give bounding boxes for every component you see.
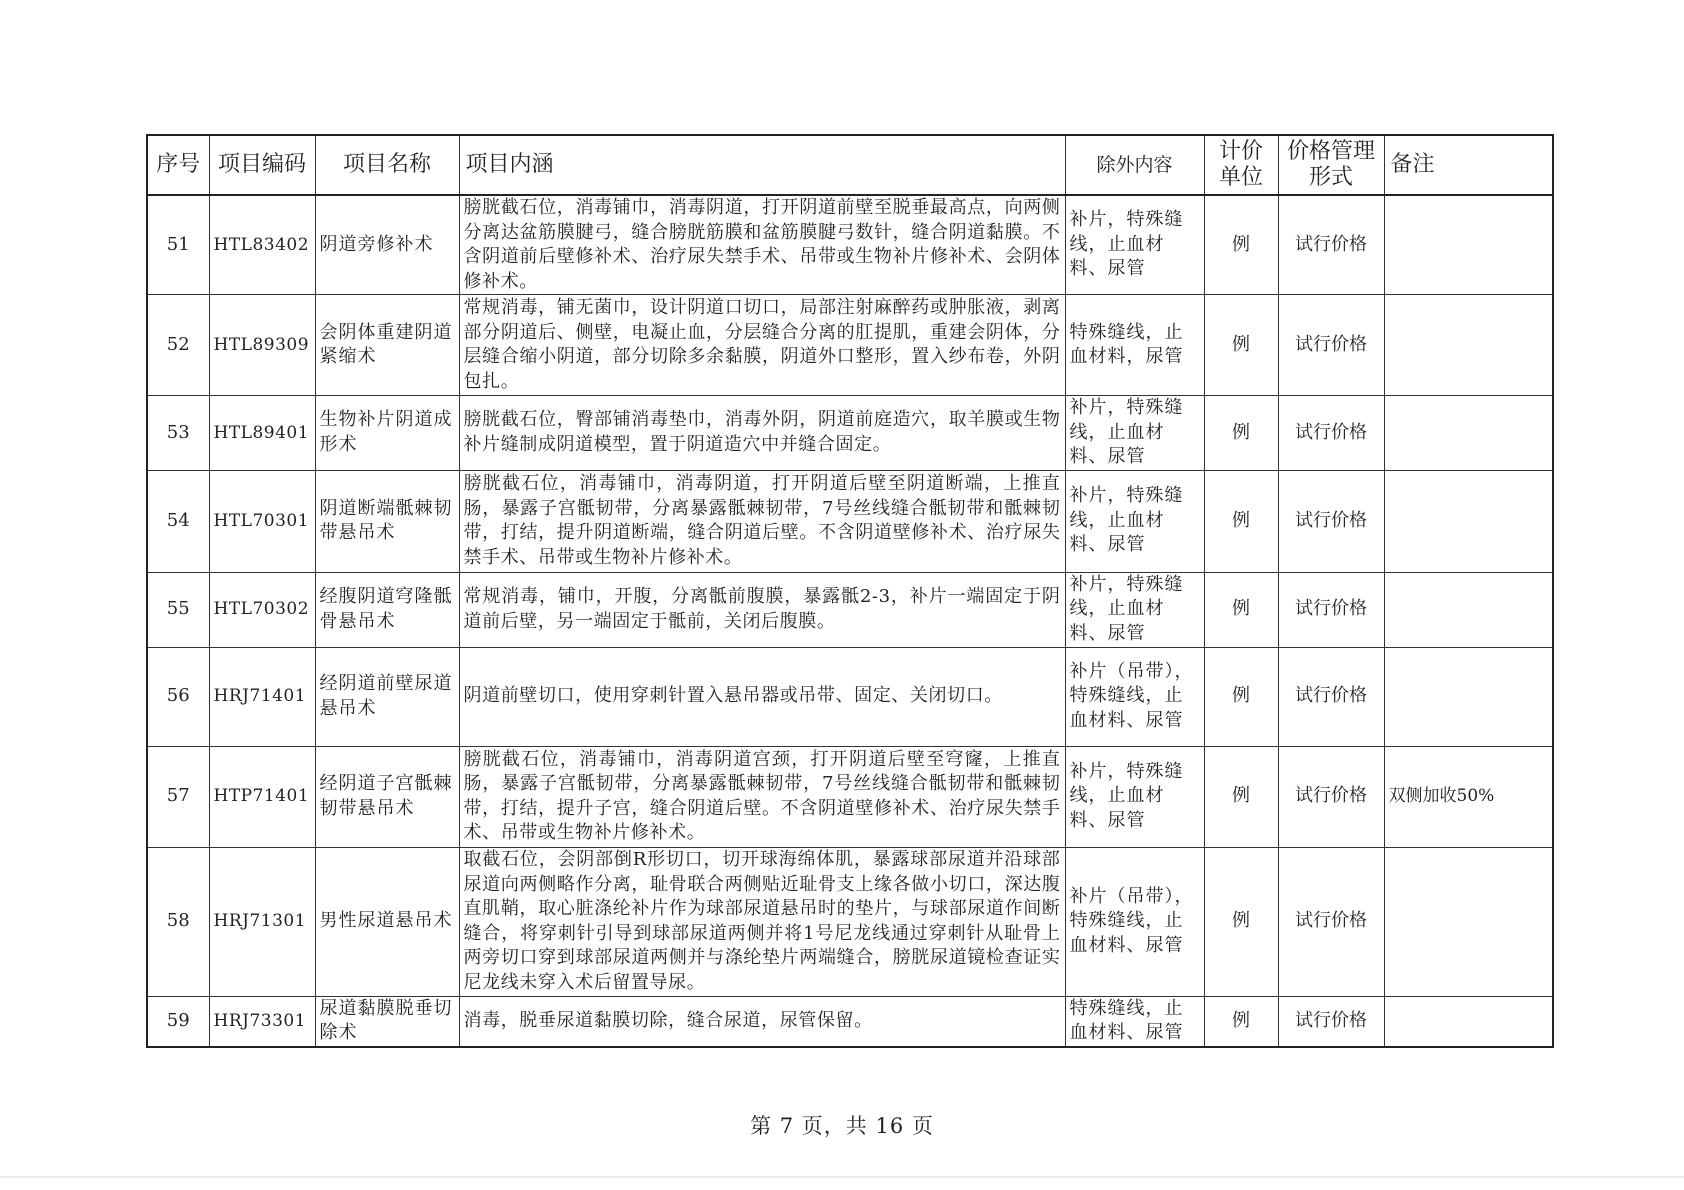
cell-price-mgmt: 试行价格	[1278, 195, 1384, 295]
table-row	[147, 847, 1553, 996]
cell-exclusion: 补片，特殊缝线，止血材料、尿管	[1065, 746, 1204, 847]
table-row	[147, 572, 1553, 647]
cell-remark	[1384, 996, 1553, 1047]
header-name: 项目名称	[315, 135, 459, 195]
header-exclusion: 除外内容	[1065, 135, 1204, 195]
cell-code: HTL70301	[209, 470, 315, 572]
header-seq: 序号	[147, 135, 209, 195]
cell-seq: 59	[147, 996, 209, 1047]
table-row	[147, 470, 1553, 572]
cell-price-mgmt: 试行价格	[1278, 396, 1384, 471]
cell-code: HTL70302	[209, 572, 315, 647]
cell-exclusion: 补片，特殊缝线，止血材料、尿管	[1065, 396, 1204, 471]
cell-exclusion: 补片，特殊缝线，止血材料、尿管	[1065, 195, 1204, 295]
cell-content: 常规消毒，铺无菌巾，设计阴道口切口，局部注射麻醉药或肿胀液，剥离部分阴道后、侧壁，电凝止血，分层缝合分离的肛提肌，重建会阴体，分层缝合缩小阴道，部分切除多余黏膜，阴道外口整形，置入纱布卷，外阴包扎。	[459, 295, 1065, 396]
cell-code: HTL89309	[209, 295, 315, 396]
header-remark: 备注	[1384, 135, 1553, 195]
cell-price-mgmt: 试行价格	[1278, 996, 1384, 1047]
cell-unit: 例	[1204, 195, 1278, 295]
cell-exclusion: 特殊缝线，止血材料、尿管	[1065, 996, 1204, 1047]
cell-price-mgmt: 试行价格	[1278, 572, 1384, 647]
cell-exclusion: 补片（吊带），特殊缝线，止血材料、尿管	[1065, 847, 1204, 996]
cell-price-mgmt: 试行价格	[1278, 295, 1384, 396]
cell-seq: 51	[147, 195, 209, 295]
cell-content: 消毒，脱垂尿道黏膜切除，缝合尿道，尿管保留。	[459, 996, 1065, 1047]
cell-content: 常规消毒，铺巾，开腹，分离骶前腹膜，暴露骶2-3，补片一端固定于阴道前后壁，另一端固定于骶前，关闭后腹膜。	[459, 572, 1065, 647]
header-content: 项目内涵	[459, 135, 1065, 195]
cell-name: 阴道旁修补术	[315, 195, 459, 295]
cell-price-mgmt: 试行价格	[1278, 847, 1384, 996]
cell-name: 经阴道前壁尿道悬吊术	[315, 647, 459, 746]
cell-unit: 例	[1204, 647, 1278, 746]
cell-seq: 54	[147, 470, 209, 572]
header-price-mgmt: 价格管理形式	[1278, 135, 1384, 195]
cell-remark	[1384, 195, 1553, 295]
cell-unit: 例	[1204, 996, 1278, 1047]
cell-seq: 52	[147, 295, 209, 396]
table-row	[147, 996, 1553, 1047]
cell-remark	[1384, 847, 1553, 996]
cell-name: 会阴体重建阴道紧缩术	[315, 295, 459, 396]
cell-unit: 例	[1204, 295, 1278, 396]
cell-unit: 例	[1204, 572, 1278, 647]
cell-name: 经阴道子宫骶棘韧带悬吊术	[315, 746, 459, 847]
cell-seq: 55	[147, 572, 209, 647]
cell-content: 膀胱截石位，臀部铺消毒垫巾，消毒外阴，阴道前庭造穴，取羊膜或生物补片缝制成阴道模型，置于阴道造穴中并缝合固定。	[459, 396, 1065, 471]
cell-code: HRJ71401	[209, 647, 315, 746]
cell-unit: 例	[1204, 396, 1278, 471]
table-row	[147, 746, 1553, 847]
cell-content: 取截石位，会阴部倒R形切口，切开球海绵体肌，暴露球部尿道并沿球部尿道向两侧略作分离，耻骨联合两侧贴近耻骨支上缘各做小切口，深达腹直肌鞘，取心脏涤纶补片作为球部尿道悬吊时的垫片，与球部尿道作间断缝合，将穿刺针引导到球部尿道两侧并将1号尼龙线通过穿刺针从耻骨上两旁切口穿到球部尿道两侧并与涤纶垫片两端缝合，膀胱尿道镜检查证实尼龙线未穿入术后留置导尿。	[459, 847, 1065, 996]
header-unit: 计价单位	[1204, 135, 1278, 195]
cell-remark: 双侧加收50%	[1384, 746, 1553, 847]
cell-code: HTL89401	[209, 396, 315, 471]
cell-unit: 例	[1204, 847, 1278, 996]
cell-name: 生物补片阴道成形术	[315, 396, 459, 471]
cell-unit: 例	[1204, 470, 1278, 572]
cell-remark	[1384, 572, 1553, 647]
cell-code: HTL83402	[209, 195, 315, 295]
cell-remark	[1384, 396, 1553, 471]
cell-name: 男性尿道悬吊术	[315, 847, 459, 996]
cell-price-mgmt: 试行价格	[1278, 746, 1384, 847]
header-code: 项目编码	[209, 135, 315, 195]
cell-content: 膀胱截石位，消毒铺巾，消毒阴道，打开阴道后壁至阴道断端，上推直肠，暴露子宫骶韧带，分离暴露骶棘韧带，7号丝线缝合骶韧带和骶棘韧带，打结，提升阴道断端，缝合阴道后壁。不含阴道壁修补术、治疗尿失禁手术、吊带或生物补片修补术。	[459, 470, 1065, 572]
cell-price-mgmt: 试行价格	[1278, 470, 1384, 572]
cell-name: 阴道断端骶棘韧带悬吊术	[315, 470, 459, 572]
pricing-table	[146, 134, 1554, 1048]
table-row	[147, 396, 1553, 471]
cell-remark	[1384, 295, 1553, 396]
cell-seq: 53	[147, 396, 209, 471]
cell-exclusion: 补片，特殊缝线，止血材料、尿管	[1065, 572, 1204, 647]
cell-seq: 57	[147, 746, 209, 847]
table-row	[147, 295, 1553, 396]
table-row	[147, 647, 1553, 746]
cell-name: 经腹阴道穹隆骶骨悬吊术	[315, 572, 459, 647]
cell-unit: 例	[1204, 746, 1278, 847]
header-row	[147, 135, 1553, 195]
cell-name: 尿道黏膜脱垂切除术	[315, 996, 459, 1047]
cell-price-mgmt: 试行价格	[1278, 647, 1384, 746]
cell-code: HTP71401	[209, 746, 315, 847]
cell-content: 阴道前壁切口，使用穿刺针置入悬吊器或吊带、固定、关闭切口。	[459, 647, 1065, 746]
cell-exclusion: 特殊缝线，止血材料，尿管	[1065, 295, 1204, 396]
cell-seq: 56	[147, 647, 209, 746]
scan-edge-line	[0, 1176, 1684, 1178]
page-footer: 第 7 页，共 16 页	[750, 1114, 934, 1138]
cell-seq: 58	[147, 847, 209, 996]
cell-content: 膀胱截石位，消毒铺巾，消毒阴道宫颈，打开阴道后壁至穹窿，上推直肠，暴露子宫骶韧带，分离暴露骶棘韧带，7号丝线缝合骶韧带和骶棘韧带，打结，提升子宫，缝合阴道后壁。不含阴道壁修补术、治疗尿失禁手术、吊带或生物补片修补术。	[459, 746, 1065, 847]
cell-remark	[1384, 470, 1553, 572]
cell-remark	[1384, 647, 1553, 746]
cell-content: 膀胱截石位，消毒铺巾，消毒阴道，打开阴道前壁至脱垂最高点，向两侧分离达盆筋膜腱弓，缝合膀胱筋膜和盆筋膜腱弓数针，缝合阴道黏膜。不含阴道前后壁修补术、治疗尿失禁手术、吊带或生物补片修补术、会阴体修补术。	[459, 195, 1065, 295]
cell-code: HRJ73301	[209, 996, 315, 1047]
cell-exclusion: 补片，特殊缝线，止血材料、尿管	[1065, 470, 1204, 572]
table-row	[147, 195, 1553, 295]
cell-code: HRJ71301	[209, 847, 315, 996]
cell-exclusion: 补片（吊带），特殊缝线，止血材料、尿管	[1065, 647, 1204, 746]
